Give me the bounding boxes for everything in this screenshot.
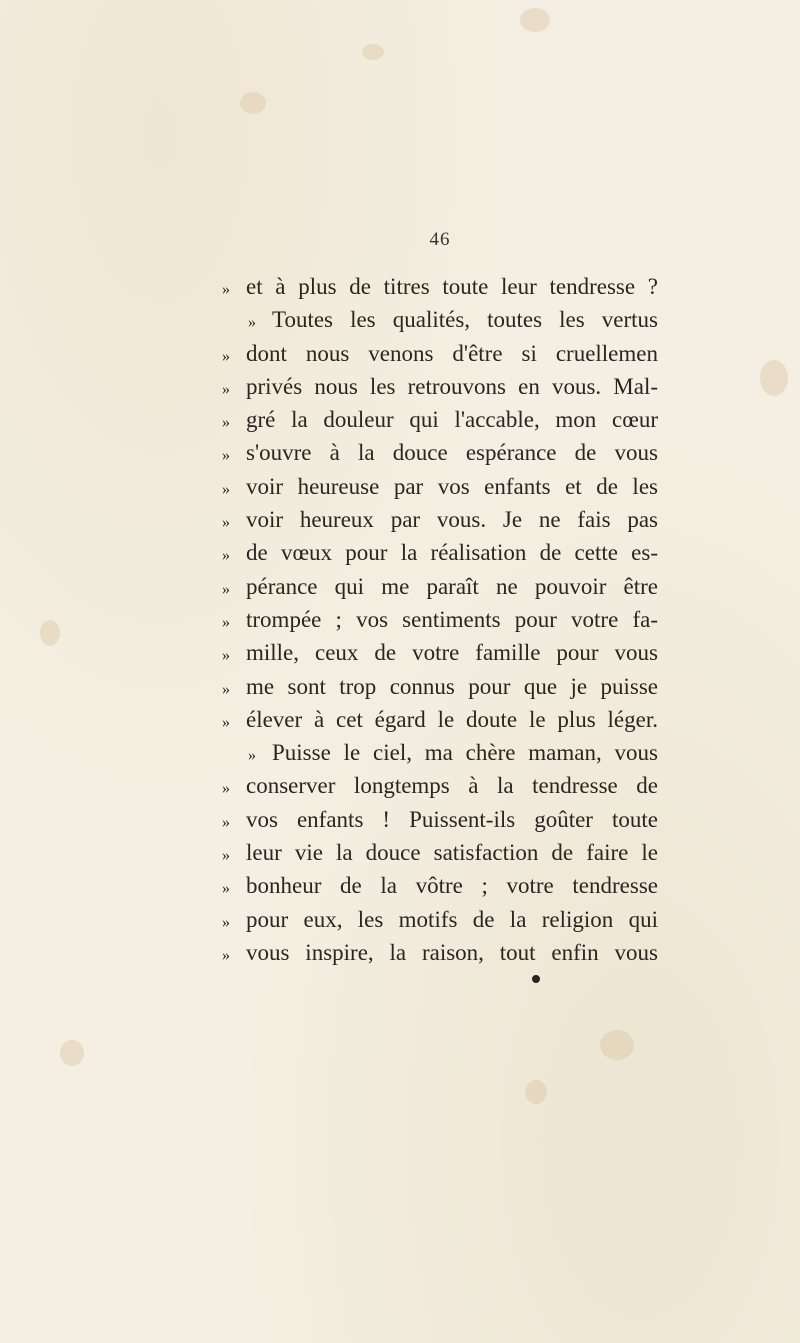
quote-mark: » <box>248 747 256 765</box>
line-text: pour eux, les motifs de la religion qui <box>246 906 658 932</box>
line-text: Puisse le ciel, ma chère maman, vous <box>272 740 658 766</box>
quote-mark: » <box>222 447 230 465</box>
quote-mark: » <box>222 414 230 432</box>
line-text: bonheur de la vôtre ; votre tendresse <box>246 873 658 899</box>
line-text: leur vie la douce satisfaction de faire le <box>246 840 658 866</box>
line-text: élever à cet égard le doute le plus léger. <box>246 706 658 732</box>
line-text: vos enfants ! Puissent-ils goûter toute <box>246 806 658 832</box>
paper-stain <box>362 44 384 60</box>
line-text: de vœux pour la réalisation de cette es- <box>246 540 658 566</box>
quote-mark: » <box>222 580 230 598</box>
text-line <box>222 636 658 669</box>
quote-mark: » <box>222 480 230 498</box>
text-line <box>222 769 658 802</box>
line-text: me sont trop connus pour que je puisse <box>246 673 658 699</box>
line-text: trompée ; vos sentiments pour votre fa- <box>246 606 658 632</box>
paper-stain <box>600 1030 634 1060</box>
quote-mark: » <box>222 613 230 631</box>
line-text: voir heureux par vous. Je ne fais pas <box>246 507 658 533</box>
text-line <box>222 570 658 603</box>
text-line <box>222 337 658 370</box>
paper-stain <box>520 8 550 32</box>
text-line <box>222 836 658 869</box>
text-line <box>222 503 658 536</box>
quote-mark: » <box>222 713 230 731</box>
quote-mark: » <box>222 380 230 398</box>
text-line <box>222 436 658 469</box>
line-text: privés nous les retrouvons en vous. Mal- <box>246 373 658 399</box>
paper-stain <box>40 620 60 646</box>
line-text: et à plus de titres toute leur tendresse ? <box>246 274 658 299</box>
quote-mark: » <box>222 281 230 298</box>
line-text: s'ouvre à la douce espérance de vous <box>246 440 658 466</box>
quote-mark: » <box>222 813 230 831</box>
text-line <box>222 370 658 403</box>
line-text: conserver longtemps à la tendresse de <box>246 773 658 799</box>
line-text: pérance qui me paraît ne pouvoir être <box>246 573 658 599</box>
line-text: dont nous venons d'être si cruellemen <box>246 340 658 366</box>
paper-stain <box>60 1040 84 1066</box>
quote-mark: » <box>222 847 230 865</box>
text-line <box>222 403 658 436</box>
text-line <box>222 736 658 769</box>
text-line <box>222 869 658 902</box>
ink-dot <box>532 975 540 983</box>
paper-stain <box>240 92 266 114</box>
text-line <box>222 270 658 303</box>
text-block <box>222 270 658 969</box>
text-line <box>222 536 658 569</box>
quote-mark: » <box>222 647 230 665</box>
quote-mark: » <box>222 780 230 798</box>
quote-mark: » <box>222 347 230 365</box>
text-line <box>222 303 658 336</box>
quote-mark: » <box>222 880 230 898</box>
quote-mark: » <box>248 314 256 332</box>
quote-mark: » <box>222 913 230 931</box>
quote-mark: » <box>222 547 230 565</box>
line-text: Toutes les qualités, toutes les vertus <box>272 307 658 333</box>
paper-stain <box>525 1080 547 1104</box>
quote-mark: » <box>222 946 230 964</box>
text-line <box>222 803 658 836</box>
text-line <box>222 670 658 703</box>
text-line <box>222 470 658 503</box>
quote-mark: » <box>222 514 230 532</box>
text-line <box>222 603 658 636</box>
paper-stain <box>760 360 788 396</box>
line-text: gré la douleur qui l'accable, mon cœur <box>246 407 658 433</box>
line-text: voir heureuse par vos enfants et de les <box>246 473 658 499</box>
line-text: vous inspire, la raison, tout enfin vous <box>246 939 658 965</box>
text-line <box>222 703 658 736</box>
quote-mark: » <box>222 680 230 698</box>
text-line <box>222 903 658 936</box>
line-text: mille, ceux de votre famille pour vous <box>246 640 658 666</box>
text-line <box>222 936 658 969</box>
page-number: 46 <box>429 229 451 250</box>
